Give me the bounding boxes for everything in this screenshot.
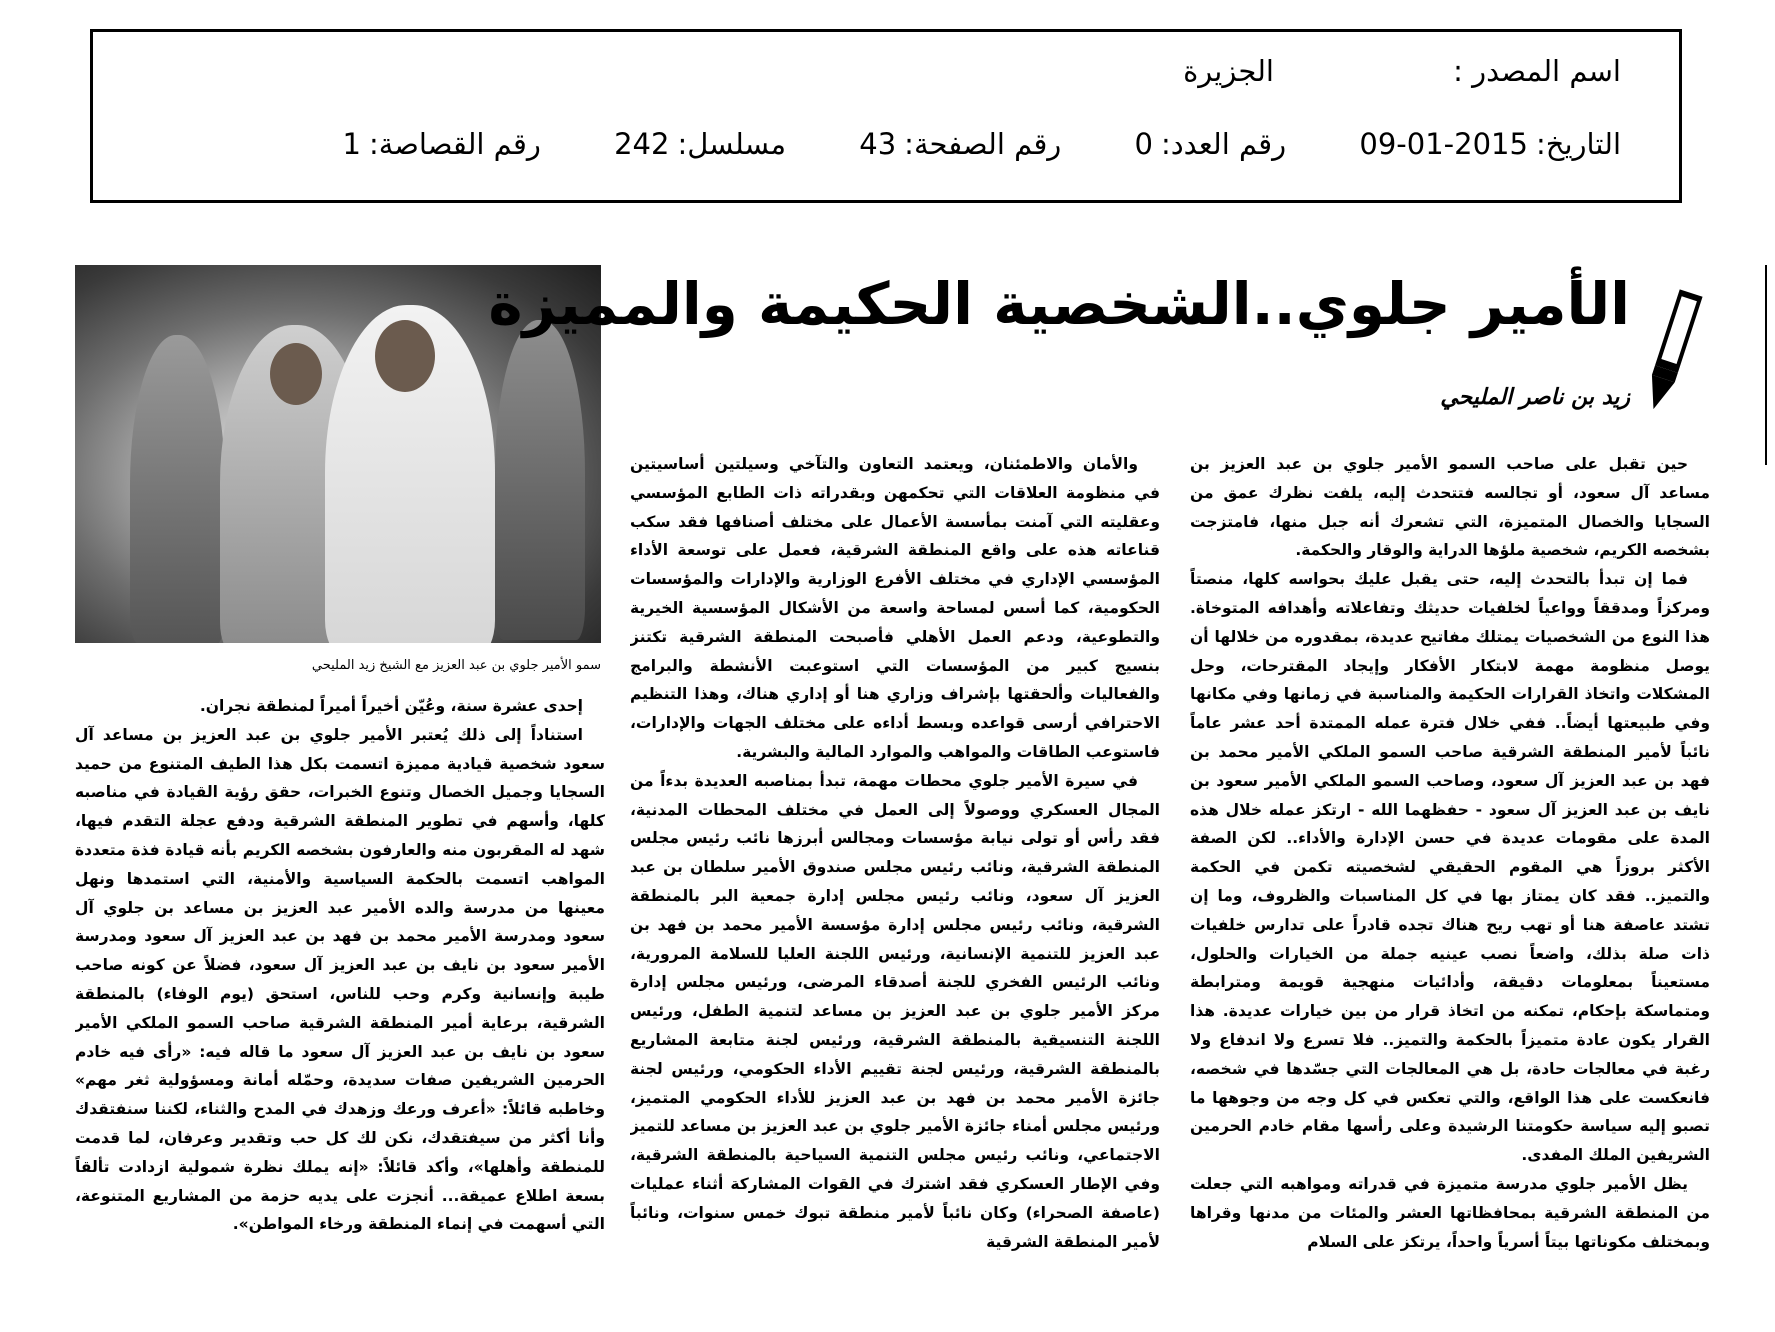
article-byline: زيد بن ناصر المليحي bbox=[1440, 385, 1630, 410]
article-paragraph: يظل الأمير جلوي مدرسة متميزة في قدراته ومواهبه التي جعلت من المنطقة الشرقية بمحافظاتها العشر والمئات من مدنها وقراها وبمختلف مكوناتها بيتاً أسرياً واحداً، يرتكز على السلام bbox=[1190, 1174, 1710, 1251]
edge-rule bbox=[1765, 265, 1767, 465]
source-info-box bbox=[90, 29, 1682, 203]
source-label: اسم المصدر : bbox=[1453, 54, 1621, 88]
photo-figure bbox=[130, 335, 225, 643]
article-column-left bbox=[75, 692, 605, 1302]
article-paragraph: إحدى عشرة سنة، وعُيّن أخيراً أميراً لمنطقة نجران. bbox=[199, 697, 583, 715]
pen-icon bbox=[1640, 282, 1704, 422]
meta-date: التاريخ:2015-01-09 bbox=[1359, 127, 1621, 161]
source-value: الجزيرة bbox=[1183, 54, 1274, 88]
meta-page-number: رقم الصفحة:43 bbox=[859, 127, 1062, 161]
article-paragraph: في سيرة الأمير جلوي محطات مهمة، تبدأ بمناصبه العديدة بدءاً من المجال العسكري ووصولاً إلى العمل في مختلف المحطات المدنية، فقد رأس أو تولى نيابة مؤسسات ومجالس أبرزها نائب رئيس مجلس المنطقة الشرقية، ونائب رئيس مجلس صندوق الأمير سلطان بن عبد العزيز آل سعود، ونائب رئيس مجلس إدارة جمعية البر بالمنطقة الشرقية، ونائب رئيس مجلس إدارة مؤسسة الأمير محمد بن فهد بن عبد العزيز للتنمية الإنسانية، ورئيس اللجنة العليا للسلامة المرورية، ونائب الرئيس الفخري للجنة أصدقاء المرضى، ورئيس مجلس إدارة مركز الأمير جلوي بن عبد العزيز بن مساعد لتنمية الطفل، ورئيس اللجنة التنسيقية بالمنطقة الشرقية، ورئيس لجنة متابعة المشاريع بالمنطقة الشرقية، ورئيس لجنة تقييم الأداء الحكومي، ورئيس لجنة جائزة الأمير محمد بن فهد بن عبد العزيز للأداء الحكومي المتميز، ورئيس مجلس أمناء جائزة الأمير جلوي بن عبد العزيز بن مساعد للتميز الاجتماعي، ونائب رئيس مجلس التنمية السياحية بالمنطقة الشرقية، وفي الإطار العسكري فقد اشترك في القوات المشاركة أثناء عمليات (عاصفة الصحراء) وكان نائباً لأمير منطقة تبوك خمس سنوات، ونائباً لأمير المنطقة الشرقية bbox=[630, 771, 1160, 1251]
article-paragraph: والأمان والاطمئنان، ويعتمد التعاون والتآخي وسيلتين أساسيتين في منظومة العلاقات التي تحكمهن وبقدراته ذات الطابع المؤسسي وعقليته التي آمنت بمأسسة الأعمال على مختلف أصنافها فقد سكب قناعاته هذه على واقع المنطقة الشرقية، فعمل على توسعة الأداء المؤسسي الإداري في مختلف الأفرع الوزارية والإدارات والمؤسسات الحكومية، كما أسس لمساحة واسعة من الأشكال المؤسسية الخيرية والتطوعية، ودعم العمل الأهلي فأصبحت المنطقة الشرقية تكتنز بنسيج كبير من المؤسسات التي استوعبت الأنشطة والبرامج والفعاليات وألحقتها بإشراف وزاري هنا أو إداري هناك، وهذا التنظيم الاحترافي أرسى قواعده وبسط أداءه على مختلف الجهات والإدارات، فاستوعب الطاقات والمواهب والموارد المالية والبشرية. bbox=[630, 455, 1160, 761]
photo-face bbox=[270, 343, 322, 405]
article-paragraph: استناداً إلى ذلك يُعتبر الأمير جلوي بن عبد العزيز بن مساعد آل سعود شخصية قيادية مميزة اتسمت بكل هذا الطيف المتنوع من حميد السجايا وجميل الخصال وتنوع الخبرات، حقق رؤية القيادة في مناصبه كلها، وأسهم في تطوير المنطقة الشرقية ودفع عجلة التقدم فيها، شهد له المقربون منه والعارفون بشخصه الكريم بأنه قيادة فذة متعددة المواهب اتسمت بالحكمة السياسية والأمنية، التي استمدها ونهل معينها من مدرسة والده الأمير عبد العزيز بن مساعد بن جلوي آل سعود ومدرسة الأمير محمد بن فهد بن عبد العزيز آل سعود ومدرسة الأمير سعود بن نايف بن عبد العزيز آل سعود، فضلاً عن كونه صاحب طيبة وإنسانية وكرم وحب للناس، استحق (يوم الوفاء) بالمنطقة الشرقية، برعاية أمير المنطقة الشرقية صاحب السمو الملكي الأمير سعود بن نايف بن عبد العزيز آل سعود ما قاله فيه: «رأى فيه خادم الحرمين الشريفين صفات سديدة، وحمّله أمانة ومسؤولية ثغر مهم» وخاطبه قائلاً: «أعرف ورعك وزهدك في المدح والثناء، لكننا سنفتقدك وأنا أكثر من سيفتقدك، نكن لك كل حب وتقدير وعرفان، لما قدمت للمنطقة وأهلها»، وأكد قائلاً: «إنه يملك نظرة شمولية ازدادت تألقاً بسعة اطلاع عميقة... أنجزت على يديه حزمة من المشاريع المتنوعة، التي أسهمت في إنماء المنطقة ورخاء المواطن». bbox=[75, 725, 605, 1234]
meta-row bbox=[133, 127, 1621, 161]
article-paragraph: حين تقبل على صاحب السمو الأمير جلوي بن عبد العزيز بن مساعد آل سعود، أو تجالسه فتتحدث إليه، يلفت نظرك عمق من السجايا والخصال المتميزة، التي تشعرك أنه جبل منها، فامتزجت بشخصه الكريم، شخصية ملؤها الدراية والوقار والحكمة. bbox=[1190, 455, 1710, 560]
photo-caption: سمو الأمير جلوي بن عبد العزيز مع الشيخ زيد المليحي bbox=[311, 658, 601, 673]
article-column-middle bbox=[630, 450, 1160, 1300]
article-column-right bbox=[1190, 450, 1710, 1300]
meta-serial: مسلسل:242 bbox=[614, 127, 787, 161]
photo-face bbox=[375, 320, 435, 392]
meta-issue-number: رقم العدد:0 bbox=[1134, 127, 1287, 161]
meta-clipping-number: رقم القصاصة:1 bbox=[342, 127, 541, 161]
article-paragraph: فما إن تبدأ بالتحدث إليه، حتى يقبل عليك بحواسه كلها، منصتاً ومركزاً ومدققاً وواعياً لخلفيات حديثك وتفاعلاته وأهدافه المتوخاة. هذا النوع من الشخصيات يمتلك مفاتيح عديدة، بمقدوره من خلالها أن يوصل منظومة مهمة لابتكار الأفكار وإيجاد المقترحات، وحل المشكلات واتخاذ القرارات الحكيمة والمناسبة في زمانها وفي مكانها وفي طبيعتها أيضاً.. ففي خلال فترة عمله الممتدة أحد عشر عاماً نائباً لأمير المنطقة الشرقية صاحب السمو الملكي الأمير محمد بن فهد بن عبد العزيز آل سعود، وصاحب السمو الملكي الأمير سعود بن نايف بن عبد العزيز آل سعود - حفظهما الله - ارتكز عمله خلال هذه المدة على مقومات عديدة في حسن الإدارة والأداء.. لكن الصفة الأكثر بروزاً هي المقوم الحقيقي لشخصيته تكمن في الحكمة والتميز.. فقد كان يمتاز بها في كل المناسبات والظروف، وما إن تشتد عاصفة هنا أو تهب ريح هناك تجده قادراً على تدارس خلفيات ذات صلة بذلك، واضعاً نصب عينيه جملة من الخيارات والحلول، مستعيناً بمعلومات دقيقة، وأدائيات منهجية قويمة ومترابطة ومتماسكة بإحكام، تمكنه من اتخاذ قرار من بين خيارات عديدة. هذا القرار يكون عادة متميزاً بالحكمة والتميز.. فلا تسرع ولا اندفاع ولا رغبة في معالجات حادة، بل هي المعالجات التي جسّدها في شخصه، فانعكست على هذا الواقع، والتي تعكس في كل وجه من وجوهها ما تصبو إليه سياسة حكومتنا الرشيدة وعلى رأسها مقام خادم الحرمين الشريفين الملك المفدى. bbox=[1190, 570, 1710, 1165]
article-headline: الأمير جلوي..الشخصية الحكيمة والمميزة bbox=[488, 270, 1630, 338]
photo-figure bbox=[495, 320, 585, 640]
